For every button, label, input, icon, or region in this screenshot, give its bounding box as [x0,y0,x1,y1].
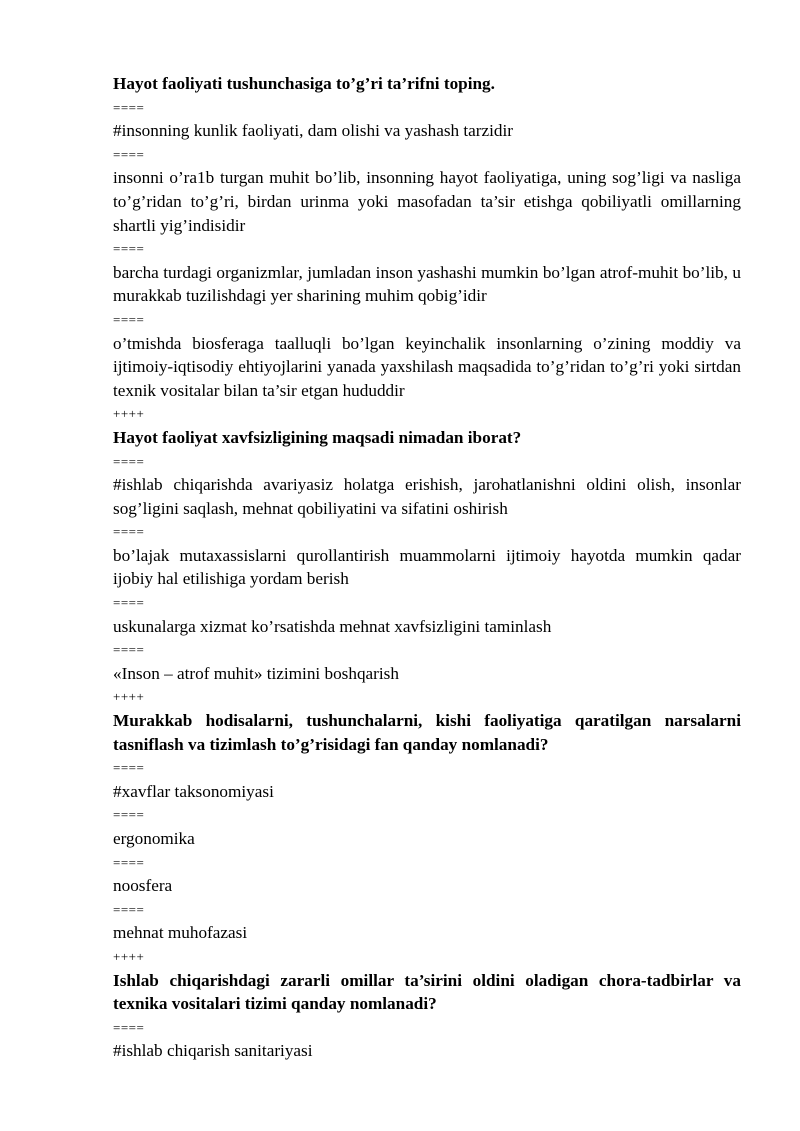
document-page [113,72,741,1063]
answer-option: insonni o’ra1b turgan muhit bo’lib, insonning hayot faoliyatiga, uning sog’ligi va nasliga to’g’ridan to’g’ri, birdan urinma yoki masofadan ta’sir etishga qobiliyatli omillarning shartli yig’indisidir [113,168,741,235]
question-text: Hayot faoliyat xavfsizligining maqsadi nimadan iborat? [113,427,522,447]
separator: ==== [113,595,145,611]
separator: ++++ [113,406,145,422]
answer-option: ergonomika [113,829,195,848]
question-text: Murakkab hodisalarni, tushunchalarni, kishi faoliyatiga qaratilgan narsalarni tasniflash va tizimlash to’g’risidagi fan qanday nomlanadi? [113,711,741,754]
separator: ==== [113,146,145,162]
answer-option: uskunalarga xizmat ko’rsatishda mehnat xavfsizligini taminlash [113,616,552,636]
question-text: Ishlab chiqarishdagi zararli omillar ta’sirini oldini oladigan chora-tadbirlar va texnika vositalari tizimi qanday nomlanadi? [113,970,741,1014]
separator: ==== [113,1019,145,1035]
question-text: Hayot faoliyati tushunchasiga to’g’ri ta’rifni toping. [113,74,495,93]
answer-option: «Inson – atrof muhit» tizimini boshqarish [113,663,399,683]
separator: ==== [113,311,145,327]
separator: ==== [113,642,145,658]
separator: ==== [113,760,145,776]
answer-option: barcha turdagi organizmlar, jumladan inson yashashi mumkin bo’lgan atrof-muhit bo’lib, u murakkab tuzilishdagi yer sharining muhim qobig’idir [113,262,741,306]
separator: ==== [113,524,145,540]
answer-option: #ishlab chiqarish sanitariyasi [113,1041,313,1061]
separator: ==== [113,854,145,870]
answer-option: bo’lajak mutaxassislarni qurollantirish muammolarni ijtimoiy hayotda mumkin qadar ijobiy hal etilishiga yordam berish [113,545,741,589]
separator: ==== [113,241,145,257]
separator: ==== [113,901,145,917]
separator: ==== [113,807,145,823]
separator: ++++ [113,689,145,705]
answer-option: noosfera [113,876,173,896]
answer-option: #insonning kunlik faoliyati, dam olishi va yashash tarzidir [113,121,514,141]
separator: ==== [113,99,145,115]
answer-option: #xavflar taksonomiyasi [113,781,274,801]
answer-option: #ishlab chiqarishda avariyasiz holatga erishish, jarohatlanishni oldini olish, insonlar sog’ligini saqlash, mehnat qobiliyatini va sifatini oshirish [113,475,741,518]
separator: ++++ [113,948,145,964]
answer-option: o’tmishda biosferaga taalluqli bo’lgan keyinchalik insonlarning o’zining moddiy va ijtimoiy-iqtisodiy ehtiyojlarini yanada yaxshilash maqsadida to’g’ridan to’g’ri yoki sirtdan texnik vositalar bilan ta’sir etgan hududdir [113,333,741,400]
separator: ==== [113,453,145,469]
answer-option: mehnat muhofazasi [113,923,248,943]
